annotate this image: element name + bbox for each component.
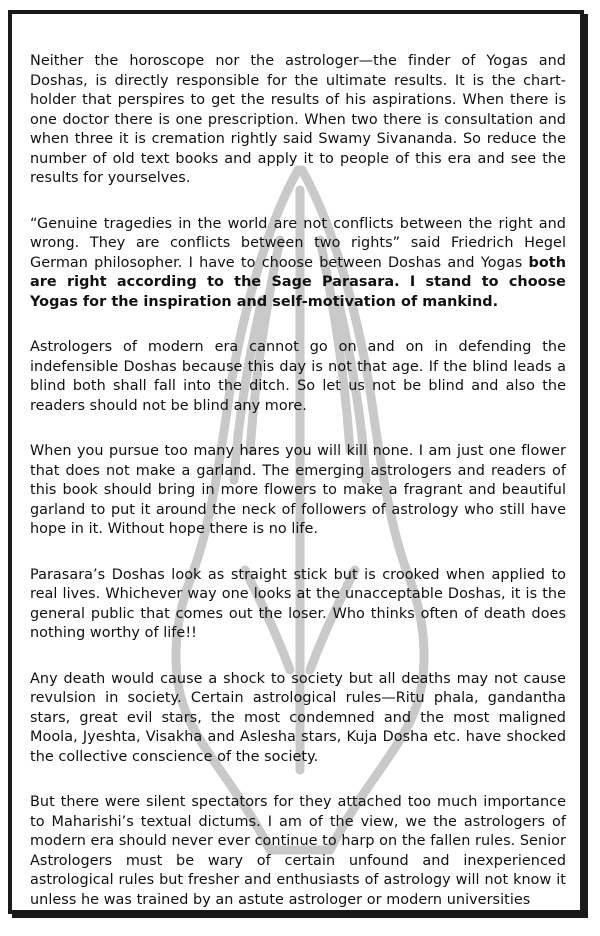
paragraph-1-text: Neither the horoscope nor the astrologer—the finder of Yogas and Doshas, is directly responsible for the ultimate results. It is the chart-holder that perspires to get the results of his aspirations. When there is one doctor there is one prescription. When two there is consultation and when three it is cremation rightly said Swamy Sivananda. So reduce the number of old text books and apply it to people of this era and see the results for yourselves. bbox=[30, 53, 566, 186]
paragraph-6-text: Any death would cause a shock to society but all deaths may not cause revulsion in society. Certain astrological rules—Ritu phala, gandantha stars, great evil stars, the most condemned and the most maligned Moola, Jyeshta, Visakha and Aslesha stars, Kuja Dosha etc. have shocked the collective conscience of the society. bbox=[30, 670, 566, 765]
paragraph-2 bbox=[30, 215, 566, 313]
paragraph-1 bbox=[30, 52, 566, 189]
paragraph-4-text: When you pursue too many hares you will kill none. I am just one flower that does not make a garland. The emerging astrologers and readers of this book should bring in more flowers to make a fragrant and beautiful garland to put it around the neck of followers of astrology who still have hope in it. Without hope there is no life. bbox=[30, 443, 566, 537]
paragraph-5-text: Parasara’s Doshas look as straight stick but is crooked when applied to real lives. Whichever way one looks at the unacceptable Doshas, it is the general public that comes out the loser. Who thinks often of death does nothing worthy of life!! bbox=[30, 566, 566, 641]
document-body bbox=[30, 52, 566, 936]
paragraph-6 bbox=[30, 670, 566, 768]
paragraph-2-bold-text: both are right according to the Sage Parasara. I stand to choose Yogas for the inspiration and self-motivation of mankind. bbox=[30, 254, 566, 310]
paragraph-4 bbox=[30, 442, 566, 540]
paragraph-2-text: “Genuine tragedies in the world are not conflicts between the right and wrong. They are conflicts between two rights” said Friedrich Hegel German philosopher. I have to choose between Doshas and Yogas bbox=[30, 215, 566, 271]
paragraph-3 bbox=[30, 338, 566, 416]
paragraph-7-text: But there were silent spectators for they attached too much importance to Maharishi’s textual dictums. I am of the view, we the astrologers of modern era should never ever continue to harp on the fallen rules. Senior Astrologers must be wary of certain unfound and inexperienced astrological rules but fresher and enthusiasts of astrology will not know it unless he was trained by an astute astrologer or modern universities bbox=[30, 794, 566, 908]
paragraph-7 bbox=[30, 793, 566, 910]
paragraph-3-text: Astrologers of modern era cannot go on and on in defending the indefensible Doshas because this day is not that age. If the blind leads a blind both shall fall into the ditch. So let us not be blind and also the readers should not be blind any more. bbox=[30, 339, 566, 414]
paragraph-5 bbox=[30, 566, 566, 644]
